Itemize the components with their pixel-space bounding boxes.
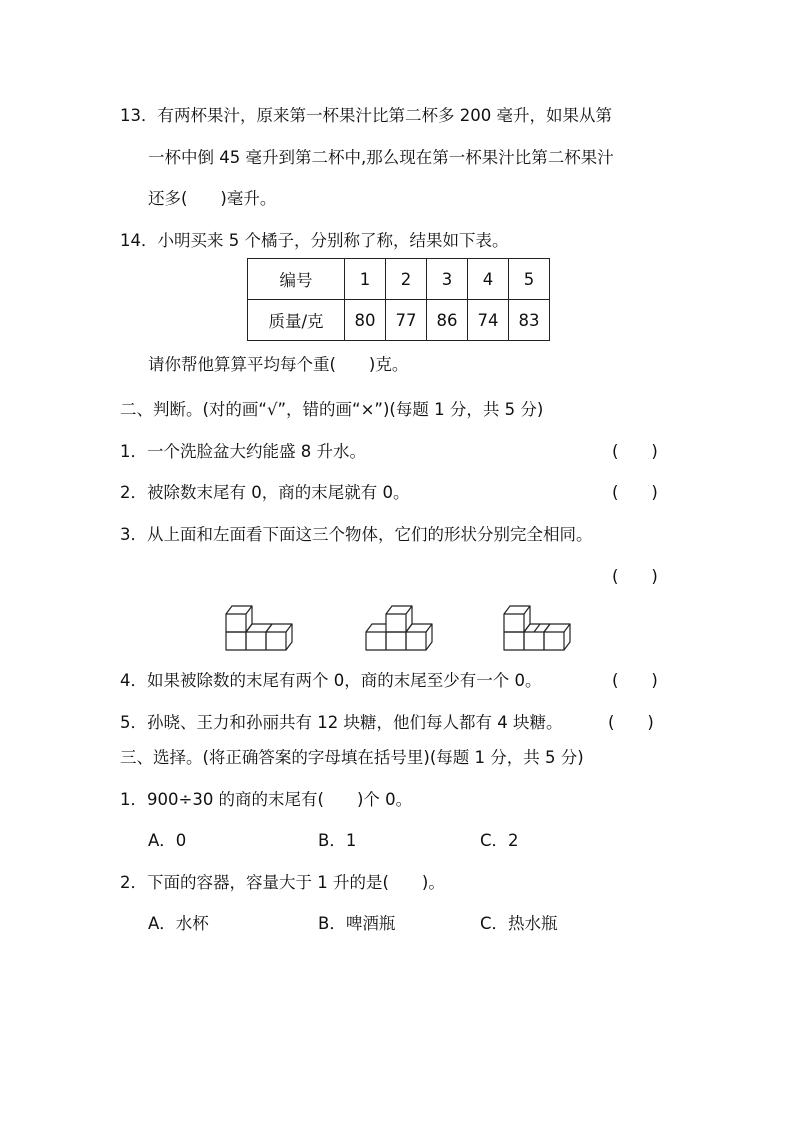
answer-blank[interactable]: ( ) — [608, 713, 654, 732]
cube-figure-1 — [226, 606, 292, 650]
table-cell: 77 — [386, 300, 427, 341]
table-cell: 83 — [509, 300, 550, 341]
s3-q2-option-b: B．啤酒瓶 — [318, 914, 396, 933]
s3-q2-option-a: A．水杯 — [148, 914, 209, 933]
q14-line1: 14．小明买来 5 个橘子，分别称了称，结果如下表。 — [120, 231, 509, 250]
s3-q1: 1．900÷30 的商的末尾有( )个 0。 — [120, 790, 413, 809]
table-cell: 86 — [427, 300, 468, 341]
s3-q1-option-b: B．1 — [318, 831, 357, 850]
s2-q3: 3．从上面和左面看下面这三个物体，它们的形状分别完全相同。 — [120, 525, 593, 544]
answer-blank[interactable]: ( ) — [612, 442, 658, 461]
section3-heading: 三、选择。(将正确答案的字母填在括号里)(每题 1 分，共 5 分) — [120, 748, 584, 767]
table-cell: 4 — [468, 259, 509, 300]
q13-line3: 还多( )毫升。 — [148, 189, 277, 208]
table-row — [248, 259, 550, 300]
s3-q1-option-c: C．2 — [480, 831, 519, 850]
cube-figure-3 — [504, 606, 570, 650]
s2-q1: 1．一个洗脸盆大约能盛 8 升水。 — [120, 442, 366, 461]
table-cell: 80 — [345, 300, 386, 341]
table-cell: 74 — [468, 300, 509, 341]
s2-q4: 4．如果被除数的末尾有两个 0，商的末尾至少有一个 0。 — [120, 671, 542, 690]
s3-q2: 2．下面的容器，容量大于 1 升的是( )。 — [120, 873, 445, 892]
table-row — [248, 300, 550, 341]
s3-q2-option-c: C．热水瓶 — [480, 914, 558, 933]
table-cell: 1 — [345, 259, 386, 300]
s2-q2: 2．被除数末尾有 0，商的末尾就有 0。 — [120, 483, 410, 502]
table-cell: 5 — [509, 259, 550, 300]
cube-figures — [220, 600, 580, 654]
s3-q1-option-a: A．0 — [148, 831, 187, 850]
answer-blank[interactable]: ( ) — [612, 567, 658, 586]
section2-heading: 二、判断。(对的画“√”，错的画“×”)(每题 1 分，共 5 分) — [120, 400, 544, 419]
answer-blank[interactable]: ( ) — [612, 483, 658, 502]
q14-line2: 请你帮他算算平均每个重( )克。 — [148, 355, 409, 374]
table-cell: 2 — [386, 259, 427, 300]
table-cell: 3 — [427, 259, 468, 300]
table-row-header: 质量/克 — [248, 300, 345, 341]
answer-blank[interactable]: ( ) — [612, 671, 658, 690]
q13-line1: 13．有两杯果汁，原来第一杯果汁比第二杯多 200 毫升，如果从第 — [120, 106, 612, 125]
cube-figure-2 — [366, 606, 432, 650]
orange-mass-table — [247, 258, 550, 341]
s2-q5: 5．孙晓、王力和孙丽共有 12 块糖，他们每人都有 4 块糖。 — [120, 713, 563, 732]
q13-line2: 一杯中倒 45 毫升到第二杯中,那么现在第一杯果汁比第二杯果汁 — [148, 148, 614, 167]
table-row-header: 编号 — [248, 259, 345, 300]
